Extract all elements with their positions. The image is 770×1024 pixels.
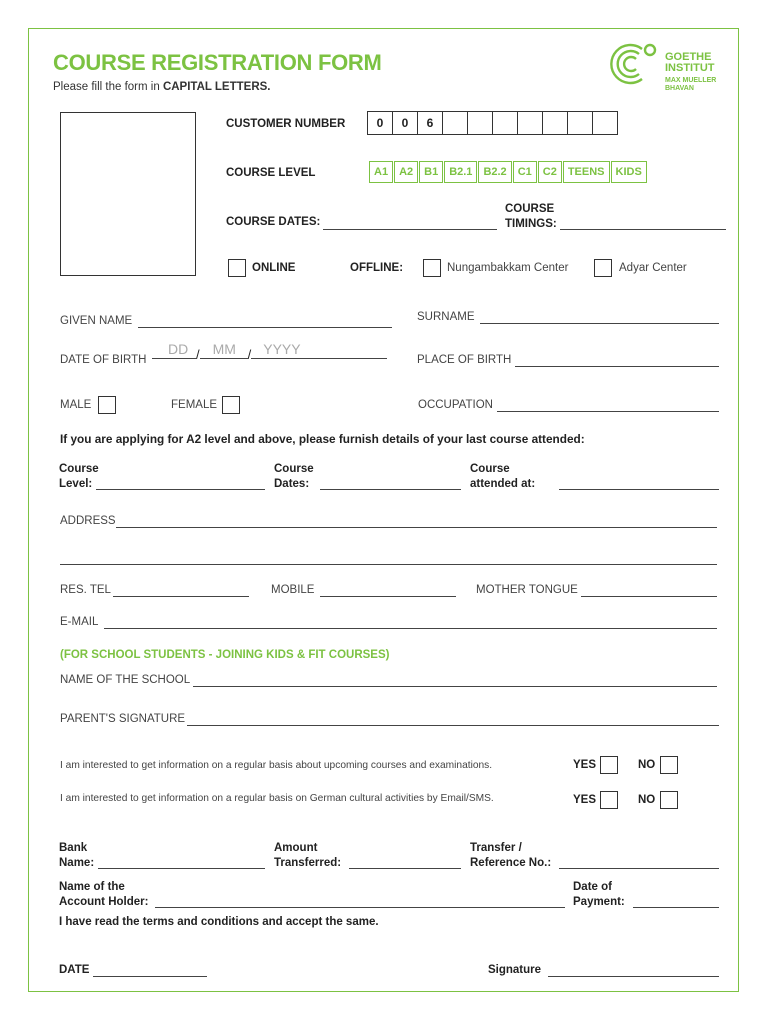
- mother-tongue-label: MOTHER TONGUE: [476, 584, 578, 596]
- place-of-birth-field[interactable]: [515, 355, 719, 367]
- course-level-option[interactable]: KIDS: [611, 161, 647, 183]
- customer-number-digit[interactable]: [542, 111, 568, 135]
- school-name-label: NAME OF THE SCHOOL: [60, 674, 191, 686]
- amount-label: Amount Transferred:: [274, 842, 342, 869]
- occupation-field[interactable]: [497, 400, 719, 412]
- bank-name-label: Bank Name:: [59, 842, 95, 869]
- course-level-option[interactable]: B2.2: [478, 161, 511, 183]
- male-checkbox[interactable]: [98, 396, 116, 414]
- terms-statement: I have read the terms and conditions and accept the same.: [59, 916, 379, 928]
- signature-label: Signature: [488, 964, 542, 976]
- place-of-birth-label: PLACE OF BIRTH: [417, 354, 512, 366]
- course-dates-field[interactable]: [323, 218, 497, 230]
- account-holder-field[interactable]: [155, 896, 565, 908]
- interest-courses-no-checkbox[interactable]: [660, 756, 678, 774]
- form-instructions: Please fill the form in CAPITAL LETTERS.: [53, 81, 271, 93]
- last-course-attended-label: Course attended at:: [470, 463, 536, 490]
- parent-signature-field[interactable]: [187, 714, 719, 726]
- customer-number-digit[interactable]: [467, 111, 493, 135]
- male-label: MALE: [60, 399, 92, 411]
- res-tel-label: RES. TEL: [60, 584, 111, 596]
- reference-label: Transfer / Reference No.:: [470, 842, 552, 869]
- payment-date-label: Date of Payment:: [573, 881, 625, 908]
- female-label: FEMALE: [171, 399, 218, 411]
- course-level-option[interactable]: A1: [369, 161, 393, 183]
- last-course-level-field[interactable]: [96, 478, 265, 490]
- interest-courses-yes-label: YES: [573, 759, 597, 771]
- course-level-option[interactable]: C1: [513, 161, 537, 183]
- date-label: DATE: [59, 964, 90, 976]
- course-level-label: COURSE LEVEL: [226, 167, 316, 179]
- mobile-label: MOBILE: [271, 584, 315, 596]
- address-field-line1[interactable]: [116, 516, 717, 528]
- dob-label: DATE OF BIRTH: [60, 354, 147, 366]
- bank-name-field[interactable]: [98, 857, 265, 869]
- goethe-logo-icon: [608, 42, 664, 91]
- photo-box[interactable]: [60, 112, 196, 276]
- surname-label: SURNAME: [417, 311, 475, 323]
- course-timings-label: COURSE TIMINGS:: [505, 203, 557, 230]
- account-holder-label: Name of the Account Holder:: [59, 881, 149, 908]
- interest-cultural-text: I am interested to get information on a regular basis on German cultural activities by Email/SMS.: [60, 793, 494, 804]
- nungambakkam-label: Nungambakkam Center: [447, 262, 569, 274]
- last-course-attended-field[interactable]: [559, 478, 719, 490]
- address-field-line2[interactable]: [60, 553, 717, 565]
- customer-number-digit[interactable]: [567, 111, 593, 135]
- parent-signature-label: PARENT'S SIGNATURE: [60, 713, 186, 725]
- interest-cultural-no-label: NO: [638, 794, 656, 806]
- address-label: ADDRESS: [60, 515, 116, 527]
- course-level-option[interactable]: TEENS: [563, 161, 610, 183]
- customer-number-digit[interactable]: [592, 111, 618, 135]
- customer-number-field[interactable]: [368, 111, 618, 135]
- payment-date-field[interactable]: [633, 896, 719, 908]
- email-field[interactable]: [104, 617, 717, 629]
- form-title: COURSE REGISTRATION FORM: [53, 50, 382, 75]
- last-course-note: If you are applying for A2 level and above, please furnish details of your last course attended:: [60, 432, 585, 446]
- school-heading: (FOR SCHOOL STUDENTS - JOINING KIDS & FIT COURSES): [60, 649, 390, 661]
- offline-label: OFFLINE:: [350, 262, 404, 274]
- customer-number-digit[interactable]: [442, 111, 468, 135]
- dob-field[interactable]: DD / MM / YYYY: [152, 346, 387, 364]
- adyar-label: Adyar Center: [619, 262, 687, 274]
- occupation-label: OCCUPATION: [418, 399, 493, 411]
- last-course-dates-label: Course Dates:: [274, 463, 314, 490]
- given-name-label: GIVEN NAME: [60, 315, 133, 327]
- course-level-option[interactable]: C2: [538, 161, 562, 183]
- interest-courses-no-label: NO: [638, 759, 656, 771]
- last-course-level-label: Course Level:: [59, 463, 99, 490]
- date-field[interactable]: [93, 965, 207, 977]
- customer-number-digit[interactable]: 6: [417, 111, 443, 135]
- res-tel-field[interactable]: [113, 585, 249, 597]
- last-course-dates-field[interactable]: [320, 478, 461, 490]
- amount-field[interactable]: [349, 857, 461, 869]
- goethe-logo-text: GOETHE INSTITUT MAX MUELLER BHAVAN: [665, 51, 717, 92]
- reference-field[interactable]: [559, 857, 719, 869]
- course-level-options[interactable]: [369, 161, 648, 183]
- customer-number-digit[interactable]: [492, 111, 518, 135]
- surname-field[interactable]: [480, 312, 719, 324]
- interest-courses-yes-checkbox[interactable]: [600, 756, 618, 774]
- course-level-option[interactable]: A2: [394, 161, 418, 183]
- signature-field[interactable]: [548, 965, 719, 977]
- interest-cultural-yes-checkbox[interactable]: [600, 791, 618, 809]
- course-level-option[interactable]: B1: [419, 161, 443, 183]
- customer-number-digit[interactable]: 0: [367, 111, 393, 135]
- school-name-field[interactable]: [193, 675, 717, 687]
- customer-number-digit[interactable]: 0: [392, 111, 418, 135]
- female-checkbox[interactable]: [222, 396, 240, 414]
- interest-cultural-yes-label: YES: [573, 794, 597, 806]
- adyar-checkbox[interactable]: [594, 259, 612, 277]
- online-checkbox[interactable]: [228, 259, 246, 277]
- mother-tongue-field[interactable]: [581, 585, 717, 597]
- course-dates-label: COURSE DATES:: [226, 216, 321, 228]
- course-level-option[interactable]: B2.1: [444, 161, 477, 183]
- online-label: ONLINE: [252, 262, 296, 274]
- interest-cultural-no-checkbox[interactable]: [660, 791, 678, 809]
- customer-number-label: CUSTOMER NUMBER: [226, 118, 346, 130]
- email-label: E-MAIL: [60, 616, 99, 628]
- given-name-field[interactable]: [138, 316, 392, 328]
- customer-number-digit[interactable]: [517, 111, 543, 135]
- interest-courses-text: I am interested to get information on a regular basis about upcoming courses and examinations.: [60, 760, 493, 771]
- course-timings-field[interactable]: [560, 218, 726, 230]
- nungambakkam-checkbox[interactable]: [423, 259, 441, 277]
- mobile-field[interactable]: [320, 585, 456, 597]
